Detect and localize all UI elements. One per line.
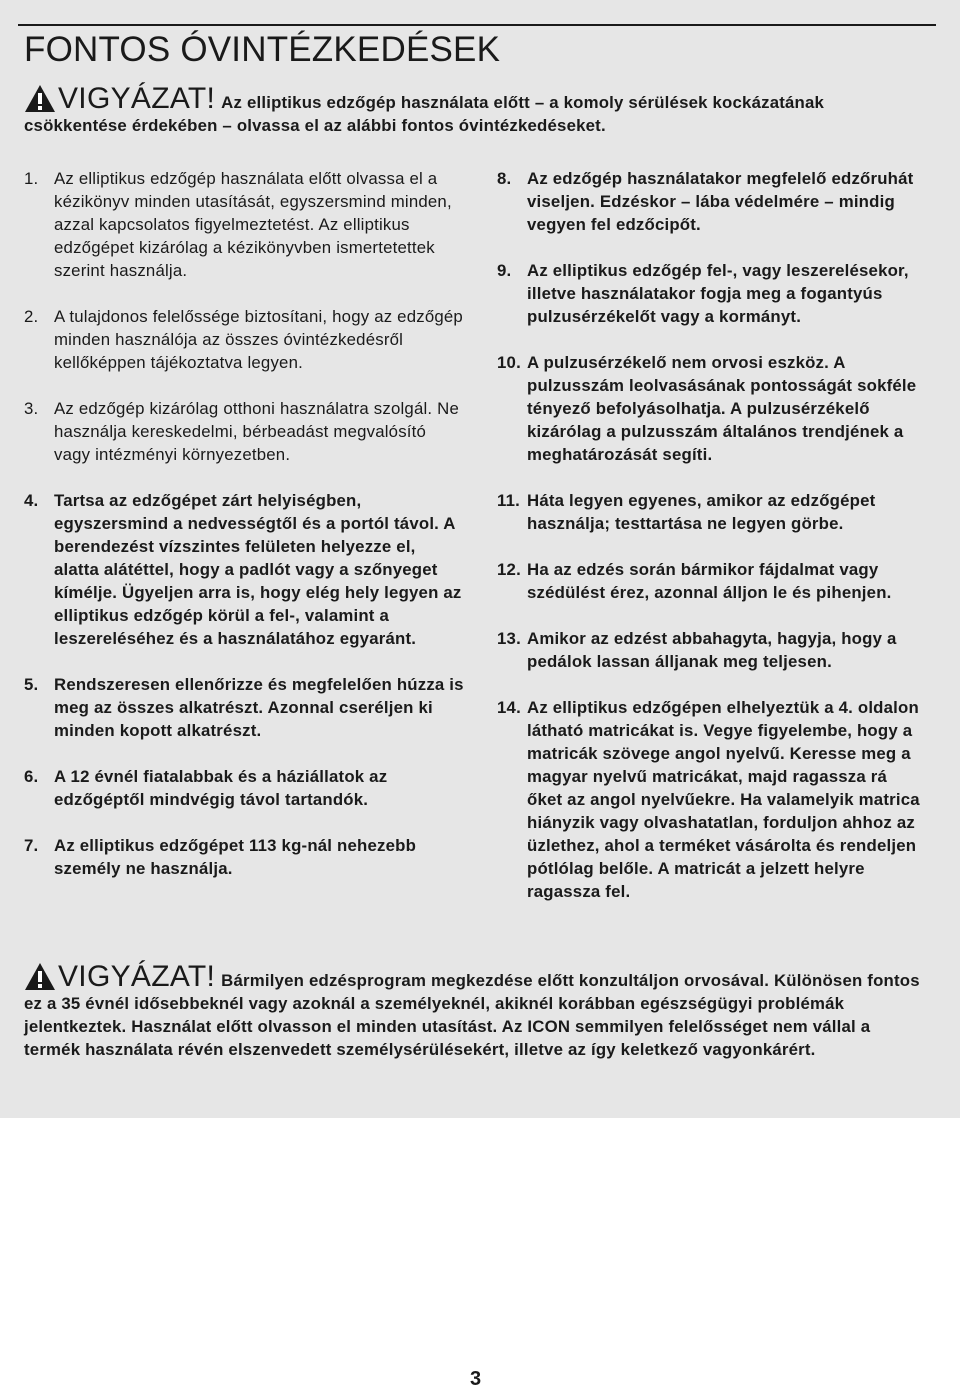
item-text: A 12 évnél fiatalabbak és a háziállatok az edzőgéptől mindvégig távol tartandók. bbox=[54, 767, 388, 809]
item-number: 14. bbox=[497, 698, 521, 717]
list-item bbox=[24, 305, 464, 374]
item-text: A pulzusérzékelő nem orvosi eszköz. A pulzusszám leolvasásának pontosságát sokféle tényező befolyásolhatja. A pulzusérzékelő kizárólag a pulzusszám általános trendjének a meghatározását segíti. bbox=[527, 353, 917, 464]
item-number: 9. bbox=[497, 261, 512, 280]
left-column bbox=[24, 167, 464, 903]
item-number: 1. bbox=[24, 169, 39, 188]
right-column bbox=[497, 167, 927, 926]
item-text: Háta legyen egyenes, amikor az edzőgépet használja; testtartása ne legyen görbe. bbox=[527, 491, 876, 533]
item-text: Tartsa az edzőgépet zárt helyiségben, egyszersmind a nedvességtől és a portól távol. A berendezést vízszintes felületen helyezze el, alatta alátéttel, hogy a padlót vagy a szőnyeget kímélje. Ügyeljen arra is, hogy elég hely legyen az elliptikus edzőgép körül a fel-, valamint a leszereléséhez és a használatához egyaránt. bbox=[54, 491, 462, 648]
item-text: Az edzőgép használatakor megfelelő edzőruhát viseljen. Edzéskor – lába védelmére – mindig vegyen fel edzőcipőt. bbox=[527, 169, 914, 234]
page-title: FONTOS ÓVINTÉZKEDÉSEK bbox=[24, 30, 501, 69]
warning-word: VIGYÁZAT! bbox=[58, 960, 216, 993]
warning-word: VIGYÁZAT! bbox=[58, 82, 216, 115]
item-number: 2. bbox=[24, 307, 39, 326]
item-text: Az elliptikus edzőgépen elhelyeztük a 4. oldalon látható matricákat is. Vegye figyelembe, hogy a matricák szövege angol nyelvű. Keresse meg a magyar nyelvű matricákat, majd ragassza rá őket az angol nyelvűekre. Ha valamelyik matrica hiányzik vagy olvashatatlan, forduljon ahhoz az üzlethez, ahol a terméket vásárolta és rendeljen pótlólag belőle. A matricát a jelzett helyre ragassza fel. bbox=[527, 698, 920, 901]
item-number: 7. bbox=[24, 836, 39, 855]
list-item bbox=[497, 489, 927, 535]
item-number: 10. bbox=[497, 353, 521, 372]
item-number: 12. bbox=[497, 560, 521, 579]
list-item bbox=[497, 259, 927, 328]
item-text: Az elliptikus edzőgép használata előtt olvassa el a kézikönyv minden utasítását, egyszersmind minden, azzal kapcsolatos figyelmeztetést. Az elliptikus edzőgépet kizárólag a kézikönyvben ismertetettek szerint használja. bbox=[54, 169, 452, 280]
item-text: Az edzőgép kizárólag otthoni használatra szolgál. Ne használja kereskedelmi, bérbeadást megvalósító vagy intézményi környezetben. bbox=[54, 399, 459, 464]
item-number: 6. bbox=[24, 767, 39, 786]
item-number: 5. bbox=[24, 675, 39, 694]
item-text: Az elliptikus edzőgép fel-, vagy leszerelésekor, illetve használatakor fogja meg a fogantyús pulzusérzékelőt vagy a kormányt. bbox=[527, 261, 909, 326]
warning-top bbox=[24, 84, 924, 137]
list-item bbox=[24, 834, 464, 880]
item-number: 13. bbox=[497, 629, 521, 648]
item-number: 3. bbox=[24, 399, 39, 418]
item-text: Rendszeresen ellenőrizze és megfelelően húzza is meg az összes alkatrészt. Azonnal cseréljen ki minden kopott alkatrészt. bbox=[54, 675, 464, 740]
list-item bbox=[24, 673, 464, 742]
item-text: Ha az edzés során bármikor fájdalmat vagy szédülést érez, azonnal álljon le és pihenjen. bbox=[527, 560, 892, 602]
item-text: Az elliptikus edzőgépet 113 kg-nál nehezebb személy ne használja. bbox=[54, 836, 417, 878]
page-number: 3 bbox=[470, 1368, 482, 1390]
list-item bbox=[497, 351, 927, 466]
list-item bbox=[24, 765, 464, 811]
list-item bbox=[497, 627, 927, 673]
list-item bbox=[497, 696, 927, 903]
list-item bbox=[24, 397, 464, 466]
warning-text: Az elliptikus edzőgép használata előtt – a komoly sérülések kockázatának csökkentése érdekében – olvassa el az alábbi fontos óvintézkedéseket. bbox=[24, 93, 825, 135]
item-number: 8. bbox=[497, 169, 512, 188]
warning-text: Bármilyen edzésprogram megkezdése előtt konzultáljon orvosával. Különösen fontos ez a 35 évnél idősebbeknél vagy azoknál a személyeknél, akiknél korábban egészségügyi problémák jelentkeztek. Használat előtt olvasson el minden utasítást. Az ICON semmilyen felelősséget nem vállal a termék használata révén elszenvedett személysérülésekért, illetve az így keletkező vagyonkárért. bbox=[24, 971, 920, 1059]
list-item bbox=[24, 489, 464, 650]
item-number: 11. bbox=[497, 491, 521, 510]
warning-triangle-icon bbox=[24, 84, 56, 113]
item-text: A tulajdonos felelőssége biztosítani, hogy az edzőgép minden használója az összes óvintézkedésről kellőképpen tájékoztatva legyen. bbox=[54, 307, 463, 372]
list-item bbox=[497, 558, 927, 604]
item-text: Amikor az edzést abbahagyta, hagyja, hogy a pedálok lassan álljanak meg teljesen. bbox=[527, 629, 897, 671]
warning-bottom bbox=[24, 962, 929, 1061]
list-item bbox=[24, 167, 464, 282]
warning-triangle-icon bbox=[24, 962, 56, 991]
top-rule bbox=[18, 24, 936, 26]
item-number: 4. bbox=[24, 491, 39, 510]
list-item bbox=[497, 167, 927, 236]
